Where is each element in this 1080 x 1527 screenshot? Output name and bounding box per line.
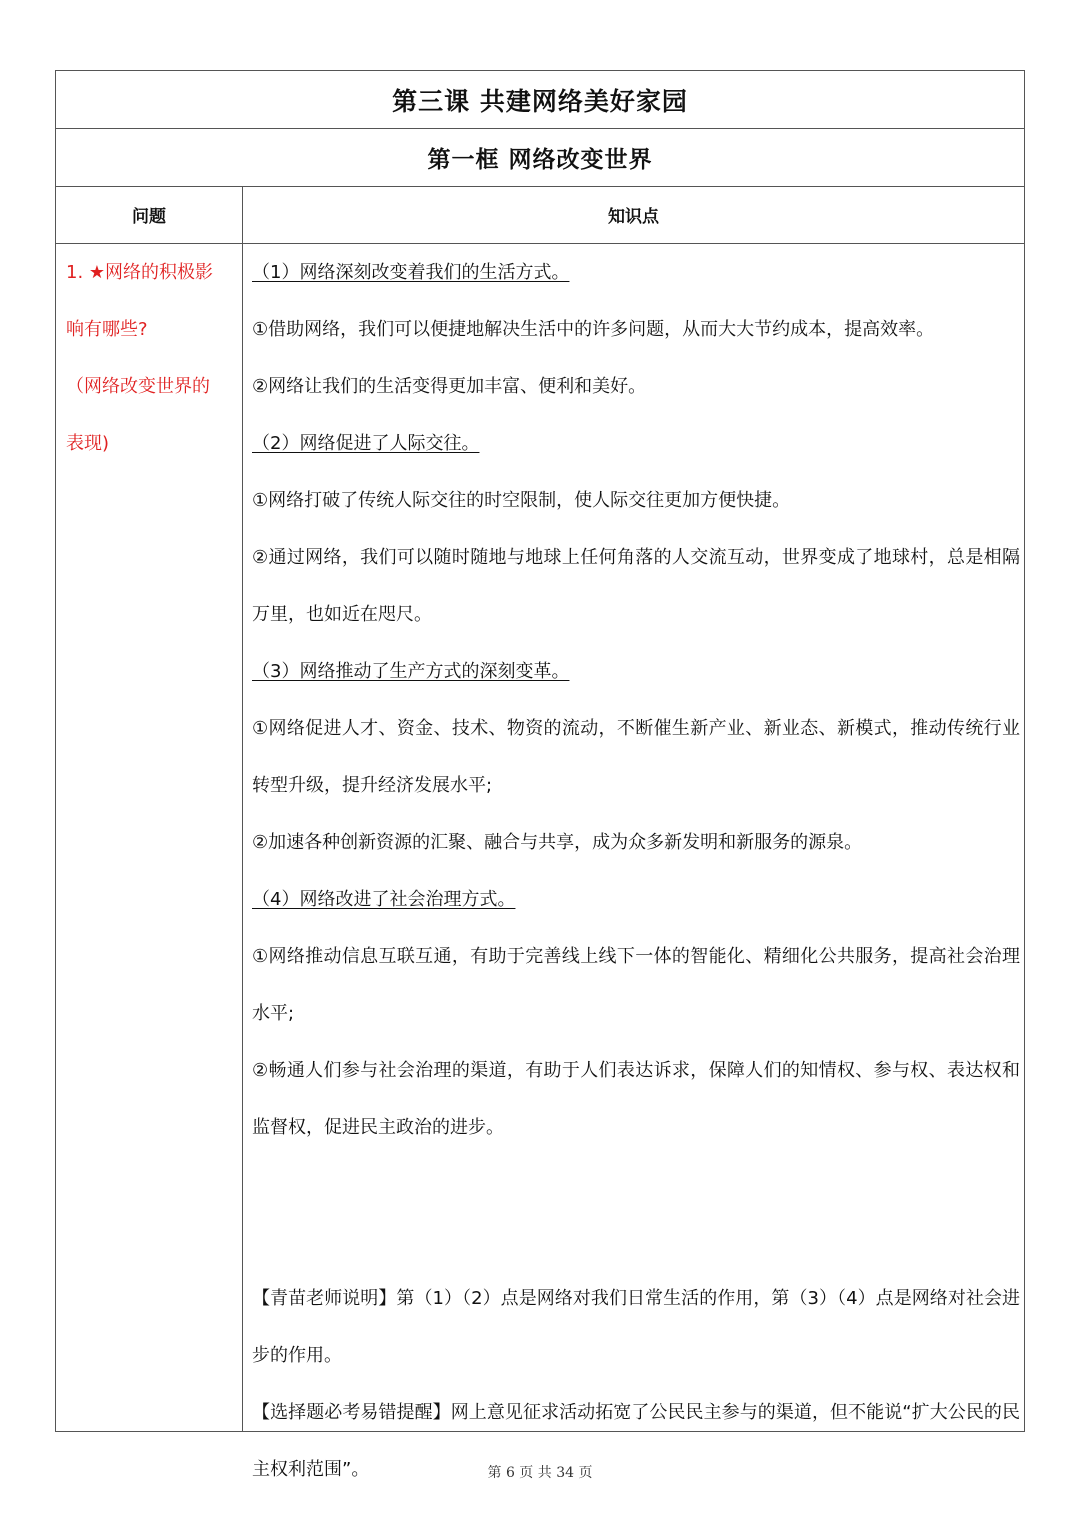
section-title: 第一框 网络改变世界 — [56, 128, 1024, 187]
knowledge-cell — [252, 244, 1020, 1498]
column-divider — [242, 186, 243, 1431]
point-heading-2: （2）网络促进了人际交往。 — [252, 433, 480, 454]
point-heading-3: （3）网络推动了生产方式的深刻变革。 — [252, 661, 570, 682]
point-text: ①网络打破了传统人际交往的时空限制，使人际交往更加方便快捷。 — [252, 490, 791, 511]
point-text: ①借助网络，我们可以便捷地解决生活中的许多问题，从而大大节约成本，提高效率。 — [252, 319, 935, 340]
table-header-row — [56, 186, 1024, 244]
point-text: ②通过网络，我们可以随时随地与地球上任何角落的人交流互动，世界变成了地球村，总是相隔万里，也如近在咫尺。 — [252, 547, 1020, 625]
header-question: 问题 — [132, 207, 166, 227]
lesson-title: 第三课 共建网络美好家园 — [56, 71, 1024, 129]
question-cell — [66, 244, 238, 472]
point-text: ①网络促进人才、资金、技术、物资的流动，不断催生新产业、新业态、新模式，推动传统行业转型升级，提升经济发展水平; — [252, 718, 1020, 796]
point-text: ②加速各种创新资源的汇聚、融合与共享，成为众多新发明和新服务的源泉。 — [252, 832, 863, 853]
point-text: ①网络推动信息互联互通，有助于完善线上线下一体的智能化、精细化公共服务，提高社会治理水平; — [252, 946, 1020, 1024]
point-text: ②网络让我们的生活变得更加丰富、便利和美好。 — [252, 376, 647, 397]
exam-reminder: 【选择题必考易错提醒】网上意见征求活动拓宽了公民民主参与的渠道，但不能说“扩大公民的民主权利范围”。 — [252, 1402, 1020, 1480]
teacher-note: 【青苗老师说明】第（1）（2）点是网络对我们日常生活的作用，第（3）（4）点是网络对社会进步的作用。 — [252, 1288, 1020, 1366]
point-text: ②畅通人们参与社会治理的渠道，有助于人们表达诉求，保障人们的知情权、参与权、表达权和监督权，促进民主政治的进步。 — [252, 1060, 1020, 1138]
question-line: 1. ★网络的积极影 — [66, 262, 214, 283]
header-knowledge: 知识点 — [608, 207, 659, 227]
question-line: （网络改变世界的 — [66, 376, 210, 397]
point-heading-4: （4）网络改进了社会治理方式。 — [252, 889, 516, 910]
point-heading-1: （1）网络深刻改变着我们的生活方式。 — [252, 262, 570, 283]
spacer — [252, 1156, 1020, 1270]
page-number: 第 6 页 共 34 页 — [487, 1465, 593, 1481]
question-line: 响有哪些? — [66, 319, 148, 340]
question-line: 表现) — [66, 433, 110, 454]
